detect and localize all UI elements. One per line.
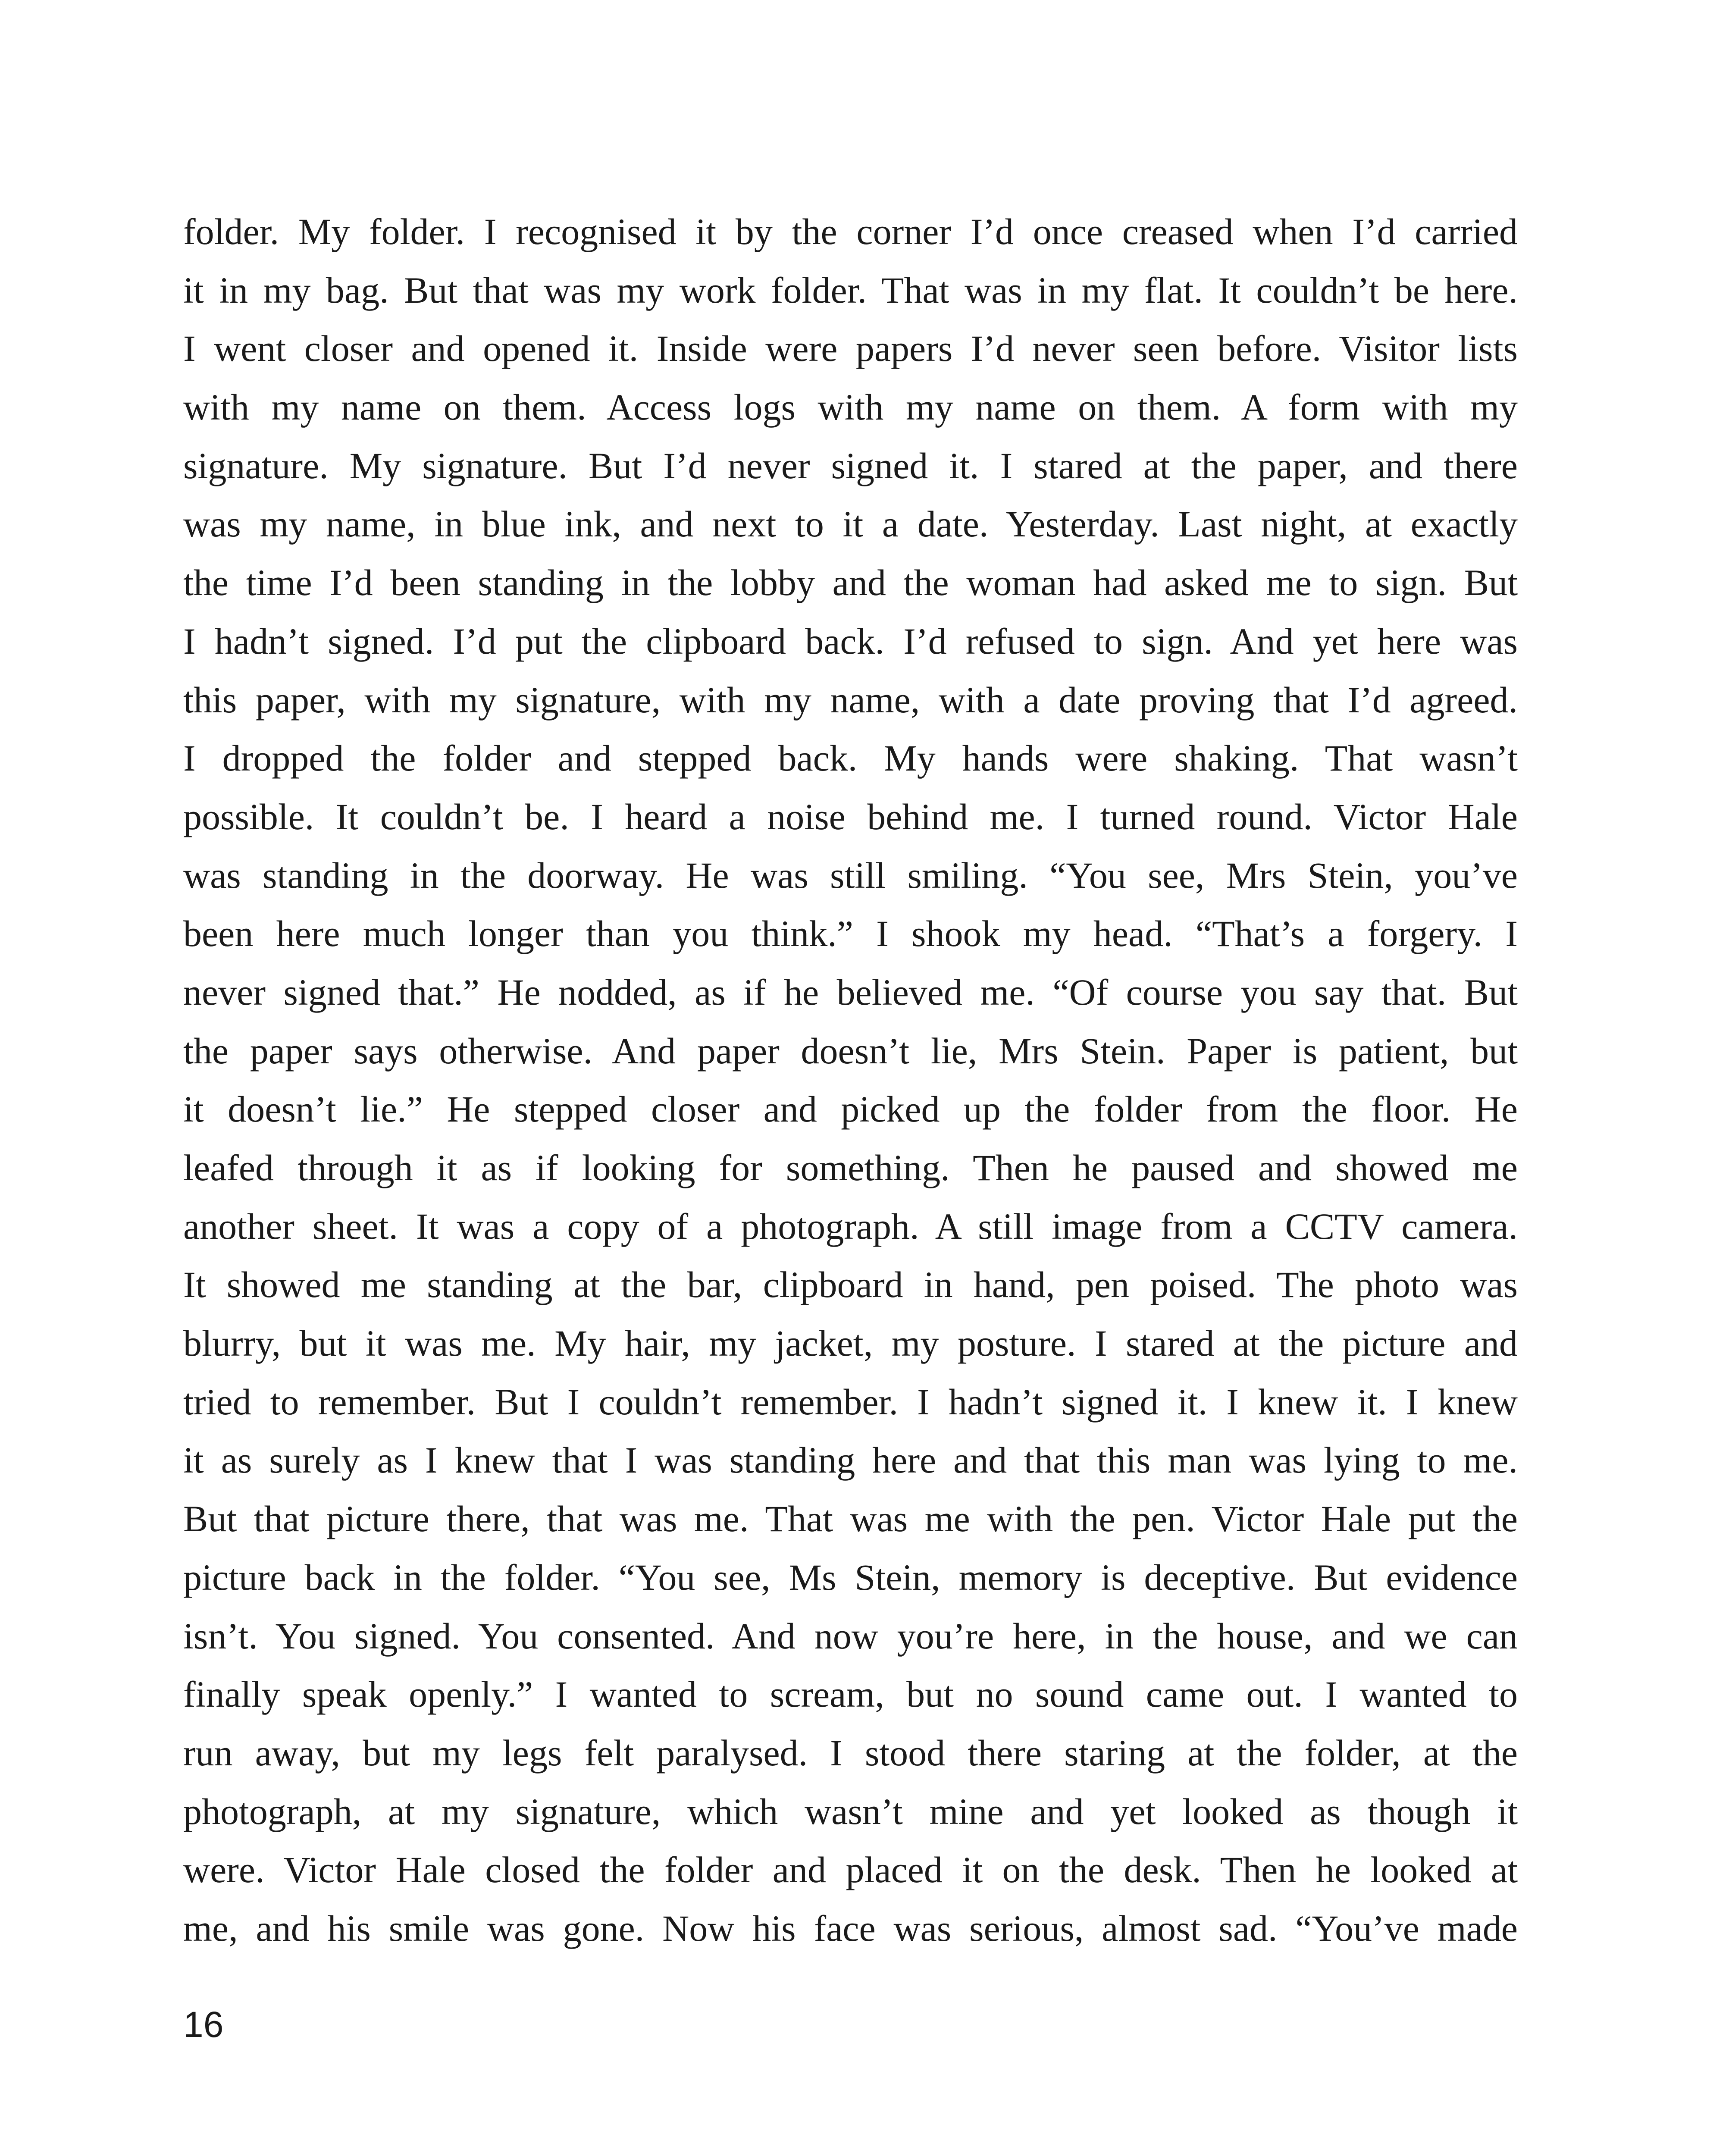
text-line: I hadn’t signed. I’d put the clipboard back. I’d refused to sign. And yet here was (183, 620, 1518, 662)
text-line: picture back in the folder. “You see, Ms Stein, memory is deceptive. But evidence (183, 1556, 1518, 1598)
text-line: I dropped the folder and stepped back. My hands were shaking. That wasn’t (183, 737, 1518, 779)
text-line: was standing in the doorway. He was still smiling. “You see, Mrs Stein, you’ve (183, 854, 1518, 896)
text-line: the paper says otherwise. And paper doesn’t lie, Mrs Stein. Paper is patient, but (183, 1030, 1518, 1072)
text-line: was my name, in blue ink, and next to it a date. Yesterday. Last night, at exactly (183, 503, 1518, 545)
text-line: this paper, with my signature, with my name, with a date proving that I’d agreed. (183, 679, 1518, 721)
text-line: isn’t. You signed. You consented. And now you’re here, in the house, and we can (183, 1615, 1518, 1657)
text-line: leafed through it as if looking for something. Then he paused and showed me (183, 1147, 1518, 1188)
text-line: it doesn’t lie.” He stepped closer and picked up the folder from the floor. He (183, 1088, 1518, 1130)
text-line: never signed that.” He nodded, as if he believed me. “Of course you say that. But (183, 971, 1518, 1013)
text-line: folder. My folder. I recognised it by the corner I’d once creased when I’d carried (183, 211, 1518, 252)
text-line: tried to remember. But I couldn’t remember. I hadn’t signed it. I knew it. I knew (183, 1381, 1518, 1423)
text-line: But that picture there, that was me. That was me with the pen. Victor Hale put the (183, 1498, 1518, 1540)
text-line: finally speak openly.” I wanted to scream, but no sound came out. I wanted to (183, 1673, 1518, 1715)
page-number: 16 (183, 2004, 224, 2045)
text-line: possible. It couldn’t be. I heard a noise behind me. I turned round. Victor Hale (183, 796, 1518, 837)
text-line: signature. My signature. But I’d never signed it. I stared at the paper, and there (183, 445, 1518, 486)
text-line: It showed me standing at the bar, clipboard in hand, pen poised. The photo was (183, 1264, 1518, 1306)
text-line: were. Victor Hale closed the folder and placed it on the desk. Then he looked at (183, 1849, 1518, 1891)
text-line: it in my bag. But that was my work folder. That was in my flat. It couldn’t be here. (183, 269, 1518, 311)
text-line: been here much longer than you think.” I shook my head. “That’s a forgery. I (183, 913, 1518, 955)
text-line: I went closer and opened it. Inside were papers I’d never seen before. Visitor lists (183, 328, 1518, 370)
text-line: the time I’d been standing in the lobby and the woman had asked me to sign. But (183, 562, 1518, 604)
body-text (183, 203, 1518, 1958)
text-line: it as surely as I knew that I was standing here and that this man was lying to me. (183, 1439, 1518, 1481)
text-line: me, and his smile was gone. Now his face was serious, almost sad. “You’ve made (183, 1907, 1518, 1949)
text-line: another sheet. It was a copy of a photograph. A still image from a CCTV camera. (183, 1205, 1518, 1247)
text-line: photograph, at my signature, which wasn’t mine and yet looked as though it (183, 1790, 1518, 1832)
text-line: with my name on them. Access logs with my name on them. A form with my (183, 386, 1518, 428)
text-line: run away, but my legs felt paralysed. I stood there staring at the folder, at the (183, 1732, 1518, 1774)
text-line: blurry, but it was me. My hair, my jacket, my posture. I stared at the picture and (183, 1322, 1518, 1364)
